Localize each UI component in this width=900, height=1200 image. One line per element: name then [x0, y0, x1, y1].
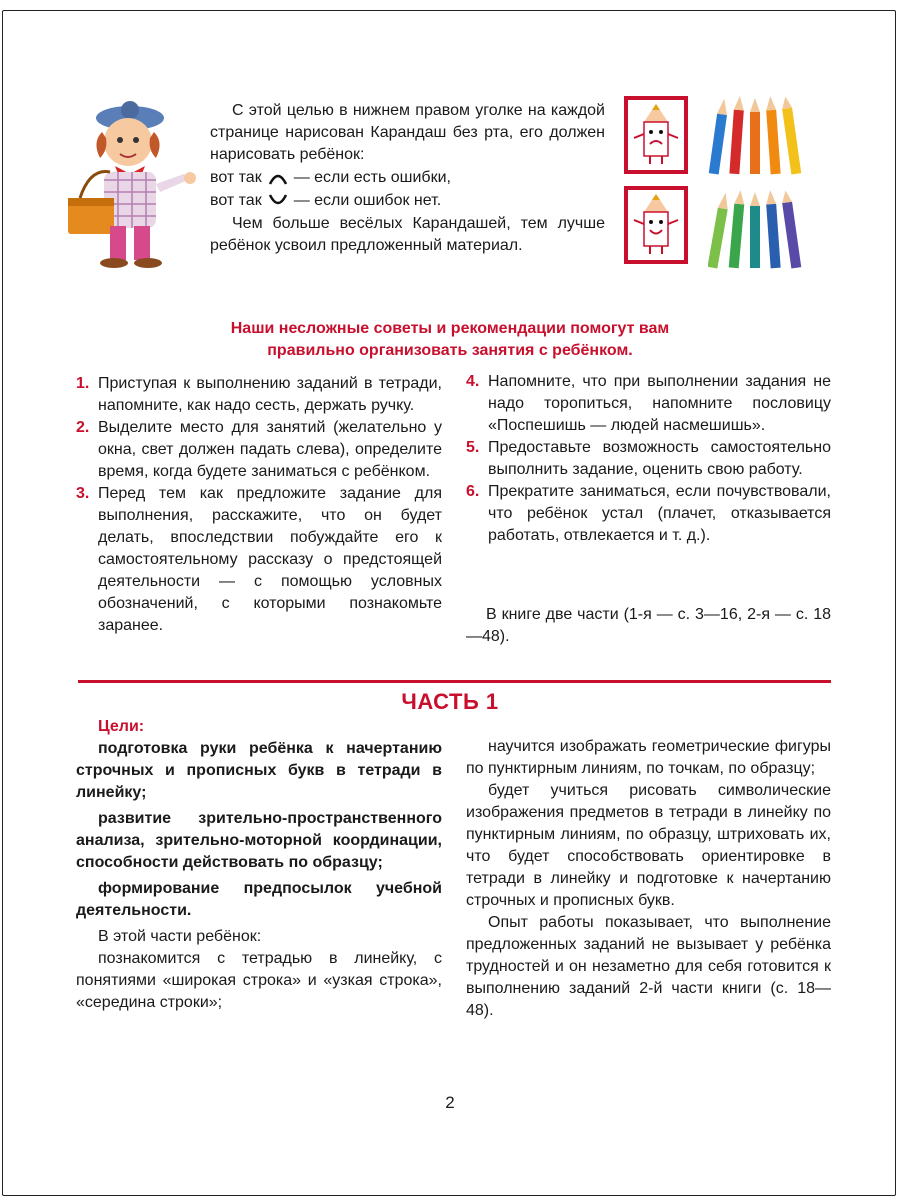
part1-right-column — [466, 736, 831, 1022]
happy-prefix: вот так — [210, 192, 262, 209]
part1-paragraph: будет учиться рисовать символические изображения предметов в тетради в линейку по пунктирным линиям, по образцу, штриховать их, что будет способствовать ориентировке в тетради в линейку и подготовке к начертанию строчных и прописных букв. — [466, 782, 831, 909]
item-number: 3. — [76, 485, 90, 502]
sad-pencil-icon — [628, 100, 684, 170]
part-title: ЧАСТЬ 1 — [401, 689, 499, 714]
child-intro: В этой части ребёнок: — [98, 928, 262, 945]
happy-pencil-box — [624, 186, 688, 264]
part1-left-column — [76, 716, 442, 1014]
tips-list-right — [466, 371, 831, 547]
sad-suffix: — если есть ошибки, — [293, 169, 451, 186]
sad-line — [210, 167, 605, 189]
tips-heading-line1: Наши несложные советы и рекомендации помогут вам — [230, 320, 670, 337]
frown-arc-icon — [268, 170, 288, 186]
section-divider — [78, 680, 831, 683]
sad-pencil-box — [624, 96, 688, 174]
tips-heading-line2: правильно организовать занятия с ребёнком. — [267, 342, 633, 359]
goals-label: Цели: — [98, 718, 145, 735]
smile-arc-icon — [268, 193, 288, 209]
intro-closing: Чем больше весёлых Карандашей, тем лучше ребёнок усвоил предложенный материал. — [210, 215, 605, 254]
colored-pencils-bottom-icon — [708, 190, 808, 270]
item-text: Приступая к выполнению заданий в тетради, напомните, как надо сесть, держать ручку. — [98, 375, 442, 414]
item-number: 4. — [466, 373, 480, 390]
item-text: Перед тем как предложите задание для выполнения, расскажите, что он будет делать, впоследствии побуждайте его к самостоятельному рассказу о предстоящей деятельности — с помощью условных обозначений, с которыми познакомьте заранее. — [98, 485, 442, 634]
happy-line — [210, 190, 605, 212]
sad-prefix: вот так — [210, 169, 262, 186]
intro-text — [210, 100, 605, 258]
colored-pencils-top-icon — [708, 96, 808, 176]
goal-item: развитие зрительно-пространственного анализа, зрительно-моторной координации, способности действовать по образцу; — [76, 810, 442, 871]
item-number: 2. — [76, 419, 90, 436]
list-item — [76, 373, 442, 417]
item-number: 1. — [76, 375, 90, 392]
item-text: Предоставьте возможность самостоятельно выполнить задание, оценить свою работу. — [488, 439, 831, 478]
part1-paragraph: Опыт работы показывает, что выполнение предложенных заданий не вызывает у ребёнка трудностей и он незаметно для себя готовится к выполнению заданий 2-й части книги (с. 18—48). — [466, 914, 831, 1019]
goal-item: формирование предпосылок учебной деятельности. — [76, 880, 442, 919]
book-parts-note: В книге две части (1-я — с. 3—16, 2-я — с. 18—48). — [466, 606, 831, 645]
intro-paragraph: С этой целью в нижнем правом уголке на каждой странице нарисован Карандаш без рта, его должен нарисовать ребёнок: — [210, 102, 605, 163]
item-text: Прекратите заниматься, если почувствовали, что ребёнок устал (плачет, отказывается работать, отвлекается и т. д.). — [488, 483, 831, 544]
list-item — [466, 371, 831, 437]
list-item — [466, 481, 831, 547]
happy-suffix: — если ошибок нет. — [293, 192, 442, 209]
part1-paragraph: познакомится с тетрадью в линейку, с понятиями «широкая строка» и «узкая строка», «середина строки»; — [76, 950, 442, 1011]
goal-item: подготовка руки ребёнка к начертанию строчных и прописных букв в тетради в линейку; — [76, 740, 442, 801]
item-text: Выделите место для занятий (желательно у окна, свет должен падать слева), определите время, когда будете заниматься с ребёнком. — [98, 419, 442, 480]
list-item — [466, 437, 831, 481]
tips-heading — [120, 318, 780, 362]
item-number: 5. — [466, 439, 480, 456]
happy-pencil-icon — [628, 190, 684, 260]
boy-illustration — [60, 80, 205, 270]
tips-list-left — [76, 373, 442, 637]
list-item — [76, 483, 442, 637]
part1-paragraph: научится изображать геометрические фигуры по пунктирным линиям, по точкам, по образцу; — [466, 738, 831, 777]
page-number: 2 — [445, 1093, 455, 1112]
item-number: 6. — [466, 483, 480, 500]
item-text: Напомните, что при выполнении задания не надо торопиться, напомните пословицу «Поспешишь — людей насмешишь». — [488, 373, 831, 434]
list-item — [76, 417, 442, 483]
